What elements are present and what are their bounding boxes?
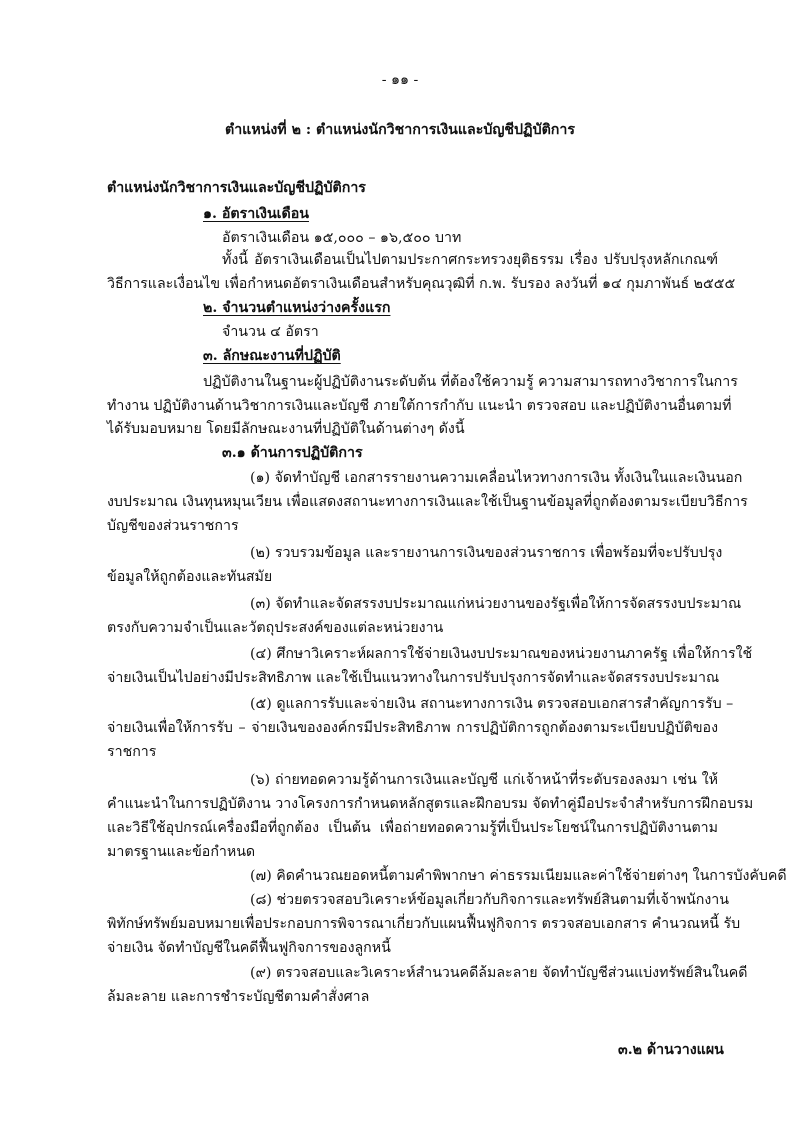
next-section-title: ๓.๒ ด้านวางแผน [618, 1042, 724, 1058]
item-6-line4: มาตรฐานและข้อกำหนด [107, 844, 256, 860]
s3-title [203, 346, 341, 366]
item-2-line1: (๒) รวบรวมข้อมูล และรายงานการเงินของส่วนราชการ เพื่อพร้อมที่จะปรับปรุง [250, 545, 723, 561]
section-heading: ตำแหน่งนักวิชาการเงินและบัญชีปฏิบัติการ [107, 180, 366, 196]
item-4-line2: จ่ายเงินเป็นไปอย่างมีประสิทธิภาพ และใช้เป็นแนวทางในการปรับปรุงการจัดทำและจัดสรรงบประมาณ [107, 670, 720, 686]
s3-intro-line1: ปฏิบัติงานในฐานะผู้ปฏิบัติงานระดับต้น ที่ต้องใช้ความรู้ ความสามารถทางวิชาการในการ [203, 374, 738, 390]
item-3-line1: (๓) จัดทำและจัดสรรงบประมาณแก่หน่วยงานของรัฐเพื่อให้การจัดสรรงบประมาณ [250, 596, 742, 612]
item-7-line1: (๗) คิดคำนวณยอดหนี้ตามคำพิพากษา ค่าธรรมเนียมและค่าใช้จ่ายต่างๆ ในการบังคับคดี [250, 868, 787, 884]
item-1-line2: งบประมาณ เงินทุนหมุนเวียน เพื่อแสดงสถานะทางการเงินและใช้เป็นฐานข้อมูลที่ถูกต้องตามระเบียบวิธีการ [107, 494, 748, 510]
item-1-line1: (๑) จัดทำบัญชี เอกสารรายงานความเคลื่อนไหวทางการเงิน ทั้งเงินในและเงินนอก [250, 470, 743, 486]
s3-sub1-title: ๓.๑ ด้านการปฏิบัติการ [222, 445, 363, 461]
item-9-line1: (๙) ตรวจสอบและวิเคราะห์สำนวนคดีล้มละลาย จัดทำบัญชีส่วนแบ่งทรัพย์สินในคดี [250, 965, 748, 981]
s3-intro-line3: ได้รับมอบหมาย โดยมีลักษณะงานที่ปฏิบัติในด้านต่างๆ ดังนี้ [107, 421, 465, 437]
s1-title [203, 204, 309, 224]
item-8-line3: จ่ายเงิน จัดทำบัญชีในคดีฟื้นฟูกิจการของลูกหนี้ [107, 940, 391, 956]
item-9-line2: ล้มละลาย และการชำระบัญชีตามคำสั่งศาล [107, 989, 370, 1005]
s1-note-line1: ทั้งนี้ อัตราเงินเดือนเป็นไปตามประกาศกระทรวงยุติธรรม เรื่อง ปรับปรุงหลักเกณฑ์ [222, 252, 718, 268]
item-5-line3: ราชการ [107, 744, 157, 760]
s1-title-text: ๑. อัตราเงินเดือน [203, 206, 309, 222]
item-5-line1: (๕) ดูแลการรับและจ่ายเงิน สถานะทางการเงิน ตรวจสอบเอกสารสำคัญการรับ – [250, 696, 734, 712]
s2-title-text: ๒. จำนวนตำแหน่งว่างครั้งแรก [203, 300, 391, 316]
item-1-line3: บัญชีของส่วนราชการ [107, 518, 239, 534]
item-5-line2: จ่ายเงินเพื่อให้การรับ – จ่ายเงินขององค์กรมีประสิทธิภาพ การปฏิบัติการถูกต้องตามระเบียบปฏิบัติของ [107, 720, 718, 736]
s3-intro-line2: ทำงาน ปฏิบัติงานด้านวิชาการเงินและบัญชี ภายใต้การกำกับ แนะนำ ตรวจสอบ และปฏิบัติงานอื่นตามที่ [107, 398, 732, 414]
s3-title-text: ๓. ลักษณะงานที่ปฏิบัติ [203, 348, 341, 364]
position-title: ตำแหน่งที่ ๒ : ตำแหน่งนักวิชาการเงินและบัญชีปฏิบัติการ [225, 122, 575, 138]
item-6-line3: และวิธีใช้อุปกรณ์เครื่องมือที่ถูกต้อง เป็นต้น เพื่อถ่ายทอดความรู้ที่เป็นประโยชน์ในการปฏิบัติงานตาม [107, 820, 718, 836]
s2-title [203, 298, 390, 318]
s2-count: จำนวน ๔ อัตรา [222, 324, 319, 340]
item-2-line2: ข้อมูลให้ถูกต้องและทันสมัย [107, 569, 273, 585]
item-8-line1: (๘) ช่วยตรวจสอบวิเคราะห์ข้อมูลเกี่ยวกับกิจการและทรัพย์สินตามที่เจ้าพนักงาน [250, 892, 729, 908]
s1-rate: อัตราเงินเดือน ๑๕,๐๐๐ – ๑๖,๕๐๐ บาท [222, 230, 462, 246]
page-number: - ๑๑ - [381, 72, 419, 88]
item-4-line1: (๔) ศึกษาวิเคราะห์ผลการใช้จ่ายเงินงบประมาณของหน่วยงานภาครัฐ เพื่อให้การใช้ [250, 646, 753, 662]
s1-note-line2: วิธีการและเงื่อนไข เพื่อกำหนดอัตราเงินเดือนสำหรับคุณวุฒิที่ ก.พ. รับรอง ลงวันที่ ๑๔ กุมภาพันธ์ ๒๕๕๕ [107, 276, 736, 292]
item-6-line1: (๖) ถ่ายทอดความรู้ด้านการเงินและบัญชี แก่เจ้าหน้าที่ระดับรองลงมา เช่น ให้ [250, 772, 718, 788]
item-6-line2: คำแนะนำในการปฏิบัติงาน วางโครงการกำหนดหลักสูตรและฝึกอบรม จัดทำคู่มือประจำสำหรับการฝึกอบรม [107, 796, 754, 812]
item-8-line2: พิทักษ์ทรัพย์มอบหมายเพื่อประกอบการพิจารณาเกี่ยวกับแผนฟื้นฟูกิจการ ตรวจสอบเอกสาร คำนวณหนี้ รับ [107, 916, 741, 932]
item-3-line2: ตรงกับความจำเป็นและวัตถุประสงค์ของแต่ละหน่วยงาน [107, 620, 444, 636]
